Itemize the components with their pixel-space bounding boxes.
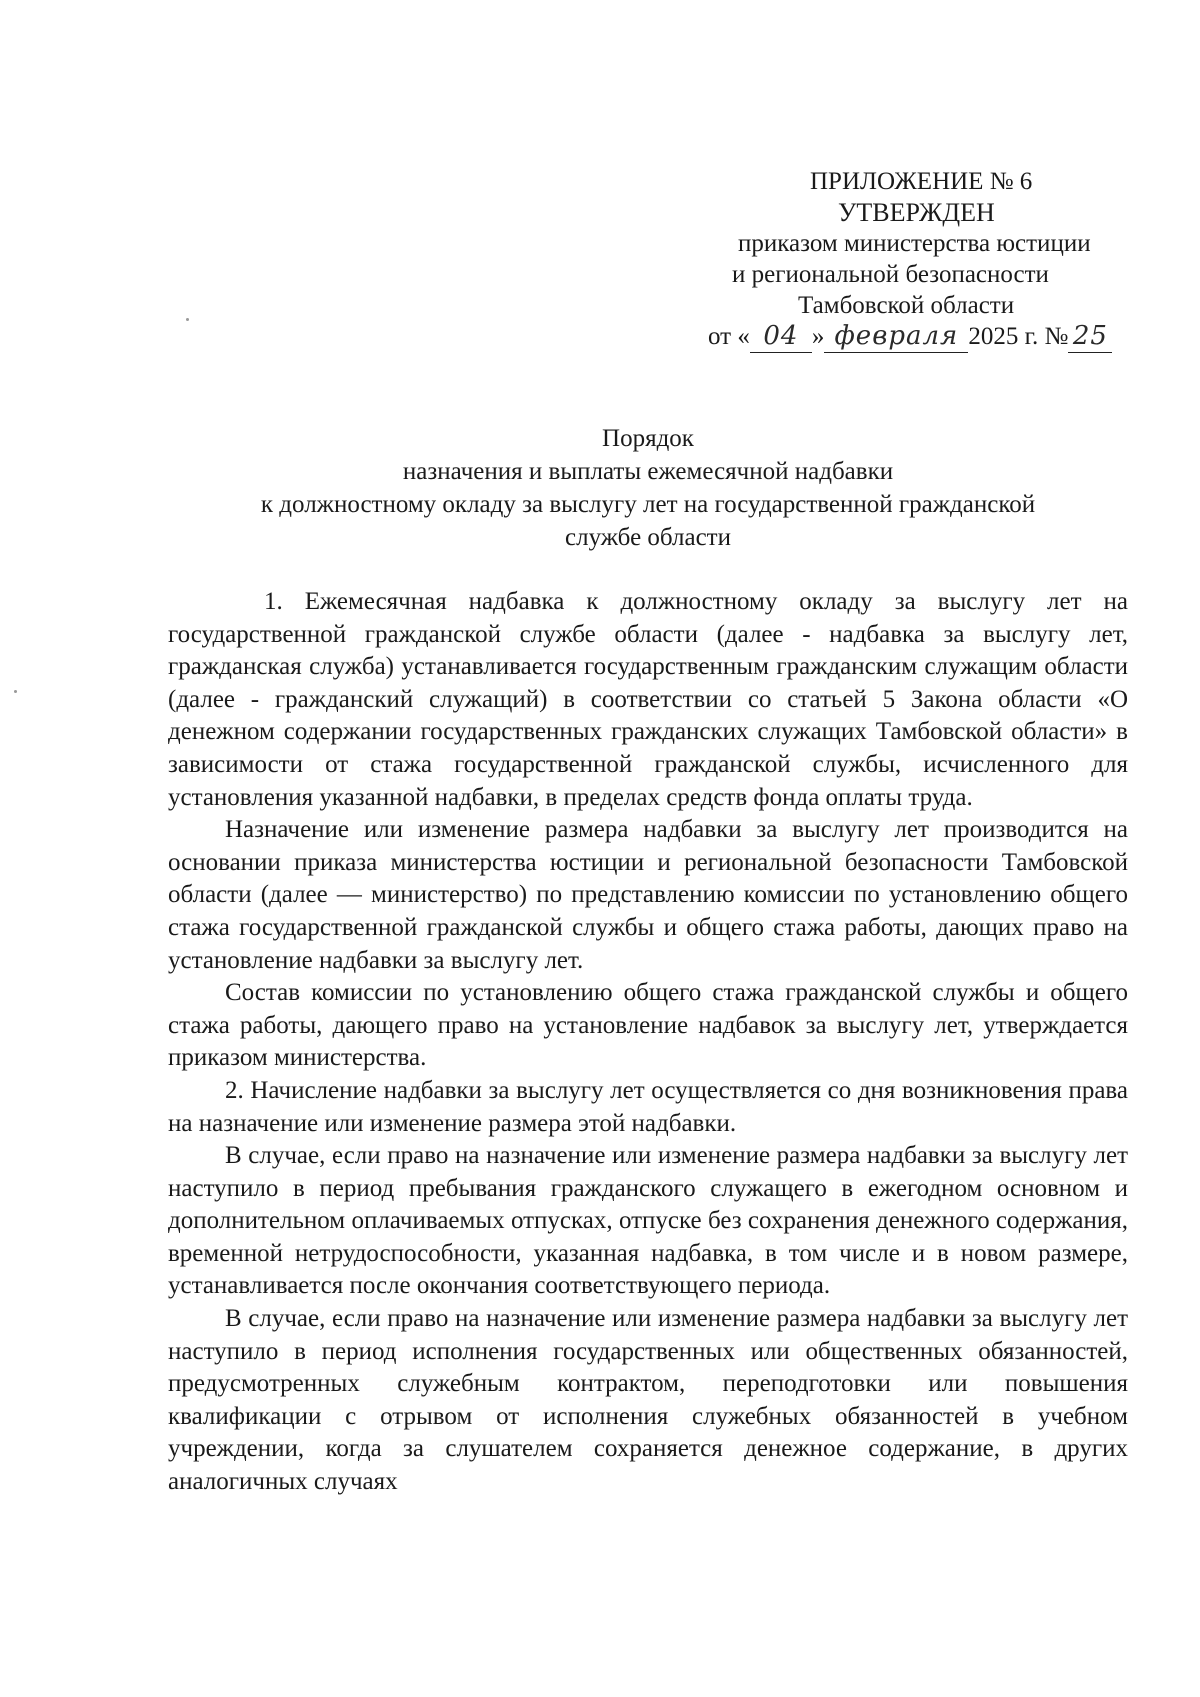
handwritten-order-number: 25 — [1068, 321, 1112, 353]
paragraph: Состав комиссии по установлению общего стажа гражданской службы и общего стажа работы, дающего право на установление надбавок за выслугу лет, утверждается приказом министерства. — [168, 979, 1128, 1072]
scan-speck — [186, 318, 189, 321]
date-year: 2025 г. № — [968, 323, 1069, 350]
paragraph: Назначение или изменение размера надбавки за выслугу лет производится на основании приказа министерства юстиции и региональной безопасности Тамбовской области (далее — министерство) по представлению комиссии по установлению общего стажа государственной гражданской службы и общего стажа работы, дающих право на установление надбавки за выслугу лет. — [168, 816, 1128, 974]
title-line-4: службе области — [565, 524, 731, 551]
date-quote-close: » — [811, 323, 825, 350]
scan-speck — [14, 690, 17, 693]
paragraph: 1. Ежемесячная надбавка к должностному окладу за выслугу лет на государственной гражданской службе области (далее - надбавка за выслугу лет, гражданская служба) устанавливается государственным гражданским служащим области (далее - гражданский служащий) в соответствии со статьей 5 Закона области «О денежном содержании государственных гражданских служащих Тамбовской области» в зависимости от стажа государственной гражданской службы, исчисленного для установления указанной надбавки, в пределах средств фонда оплаты труда. — [168, 588, 1128, 811]
approved-by-ministry: и региональной безопасности — [732, 261, 1049, 288]
title-line-1: Порядок — [602, 425, 694, 452]
paragraph: 2. Начисление надбавки за выслугу лет осуществляется со дня возникновения права на назначение или изменение размера этой надбавки. — [168, 1076, 1128, 1137]
order-date-line — [708, 321, 1150, 353]
approval-block — [700, 166, 1150, 353]
handwritten-month: февраля — [824, 321, 968, 353]
date-prefix: от « — [708, 323, 750, 350]
paragraph: В случае, если право на назначение или изменение размера надбавки за выслугу лет наступило в период пребывания гражданского служащего в ежегодном основном и дополнительном оплачиваемых отпусках, отпуске без сохранения денежного содержания, временной нетрудоспособности, указанная надбавка, в том числе и в новом размере, устанавливается после окончания соответствующего периода. — [168, 1142, 1128, 1300]
title-line-3: к должностному окладу за выслугу лет на государственной гражданской — [260, 491, 1036, 518]
title-line-2: назначения и выплаты ежемесячной надбавки — [402, 458, 894, 485]
document-body — [168, 586, 1128, 1499]
approved-by-region: Тамбовской области — [798, 292, 1015, 319]
appendix-number: ПРИЛОЖЕНИЕ № 6 — [810, 168, 1033, 195]
approved-label: УТВЕРЖДЕН — [838, 198, 995, 227]
handwritten-day: 04 — [750, 321, 812, 353]
paragraph: В случае, если право на назначение или изменение размера надбавки за выслугу лет наступило в период исполнения государственных или общественных обязанностей, предусмотренных служебным контрактом, переподготовки или повышения квалификации с отрывом от исполнения служебных обязанностей в учебном учреждении, когда за слушателем сохраняется денежное содержание, в других аналогичных случаях — [168, 1305, 1128, 1496]
approved-by-order: приказом министерства юстиции — [738, 230, 1091, 257]
document-title — [168, 422, 1128, 554]
